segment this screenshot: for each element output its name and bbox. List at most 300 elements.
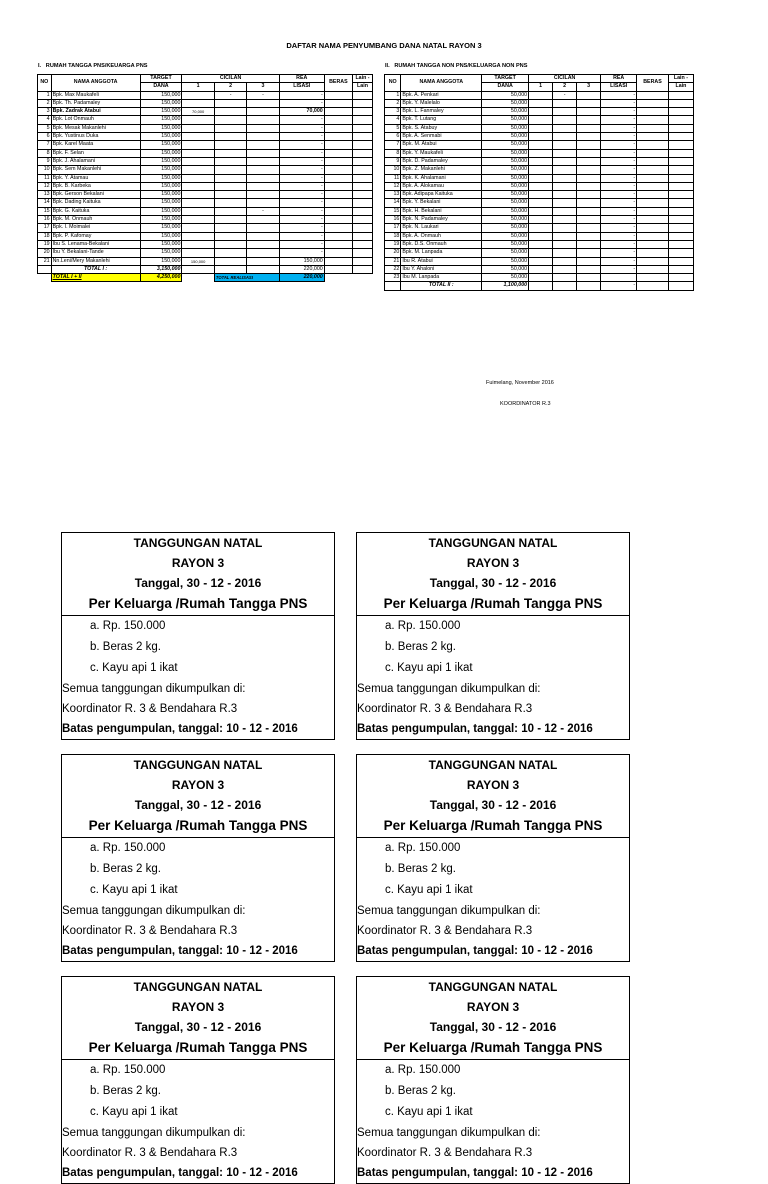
row-target: 50,000	[482, 108, 529, 116]
row-no: 23	[385, 274, 401, 282]
row-no: 17	[385, 224, 401, 232]
card-deadline: Batas pengumpulan, tanggal: 10 - 12 - 2016	[357, 723, 593, 735]
row-target: 150,000	[140, 133, 182, 141]
grand-total-label: TOTAL I + II	[51, 274, 140, 282]
row-realisasi	[601, 274, 637, 282]
row-name: Bpk. Zadrak Atabui	[51, 108, 140, 116]
col-no: NO	[38, 75, 52, 92]
row-target: 150,000	[140, 191, 182, 199]
col-c1: 1	[529, 83, 553, 91]
row-name: Bpk. Karel Maata	[51, 141, 140, 149]
row-realisasi: -	[601, 166, 637, 174]
row-cicilan-2	[553, 240, 577, 248]
col-target-2: DANA	[140, 83, 182, 91]
row-name: Bpk. A. Senmabi	[401, 133, 482, 141]
row-beras	[324, 199, 352, 207]
card-rayon: RAYON 3	[466, 778, 520, 792]
row-cicilan-2	[214, 232, 246, 240]
grand-realisasi-label: TOTAL REALISASI	[214, 274, 279, 282]
row-cicilan-3	[247, 199, 279, 207]
row-no: 16	[385, 216, 401, 224]
card-item-money: a. Rp. 150.000	[90, 842, 166, 854]
row-cicilan-3	[247, 149, 279, 157]
row-name: Bpk. Y. Malelalo	[401, 99, 482, 107]
row-realisasi: -	[601, 91, 637, 99]
row-name: Ibu R. Atabui	[401, 257, 482, 265]
row-target: 150,000	[140, 257, 182, 265]
row-cicilan-1	[182, 191, 214, 199]
row-cicilan-2	[553, 207, 577, 215]
card-rayon: RAYON 3	[171, 778, 225, 792]
row-no: 4	[385, 116, 401, 124]
row-cicilan-2	[214, 249, 246, 257]
card-rayon: RAYON 3	[171, 1000, 225, 1014]
row-beras	[637, 232, 669, 240]
row-lain	[668, 216, 693, 224]
row-cicilan-2	[214, 99, 246, 107]
row-no: 18	[385, 232, 401, 240]
tanggungan-card	[356, 754, 630, 962]
row-cicilan-2	[214, 108, 246, 116]
card-collect-text: Semua tanggungan dikumpulkan di:	[357, 683, 541, 695]
row-cicilan-3	[247, 249, 279, 257]
row-cicilan-2	[214, 124, 246, 132]
row-name: Ibu S. Lenama-Bekalani	[51, 240, 140, 248]
row-lain	[353, 166, 373, 174]
row-name: Nn.Leni/Mery Makanlehi	[51, 257, 140, 265]
table-row	[38, 149, 373, 157]
row-cicilan-2: -	[553, 91, 577, 99]
card-deadline: Batas pengumpulan, tanggal: 10 - 12 - 2016	[357, 945, 593, 957]
row-cicilan-3	[577, 257, 601, 265]
row-cicilan-2	[214, 199, 246, 207]
row-no: 6	[38, 133, 52, 141]
row-cicilan-1	[182, 224, 214, 232]
col-lain: Lain -	[668, 75, 693, 83]
row-cicilan-2	[553, 216, 577, 224]
row-target: 150,000	[140, 199, 182, 207]
row-no: 20	[385, 249, 401, 257]
tanggungan-card	[356, 532, 630, 740]
row-name: Bpk. Th. Padamaley	[51, 99, 140, 107]
row-realisasi: -	[601, 199, 637, 207]
row-target: 50,000	[482, 174, 529, 182]
row-no: 4	[38, 116, 52, 124]
card-item-money: a. Rp. 150.000	[90, 620, 166, 632]
row-cicilan-3	[577, 174, 601, 182]
row-target: 150,000	[140, 232, 182, 240]
card-item-money: a. Rp. 150.000	[385, 1064, 461, 1076]
tanggungan-card	[61, 754, 335, 962]
row-realisasi: -	[279, 182, 324, 190]
row-lain	[668, 224, 693, 232]
col-beras: BERAS	[324, 75, 352, 92]
table-row	[385, 116, 694, 124]
table-row	[38, 141, 373, 149]
table-row	[385, 257, 694, 265]
row-lain	[353, 199, 373, 207]
row-cicilan-3: -	[247, 91, 279, 99]
card-collect-text: Semua tanggungan dikumpulkan di:	[357, 905, 541, 917]
card-item-rice: b. Beras 2 kg.	[385, 1085, 456, 1097]
card-item-money: a. Rp. 150.000	[385, 842, 461, 854]
row-beras	[637, 274, 669, 282]
row-lain	[668, 124, 693, 132]
row-cicilan-3	[577, 166, 601, 174]
row-realisasi: -	[279, 199, 324, 207]
row-no: 19	[385, 240, 401, 248]
row-realisasi: -	[279, 133, 324, 141]
row-target: 50,000	[482, 141, 529, 149]
card-date: Tanggal, 30 - 12 - 2016	[429, 576, 557, 590]
table-row	[385, 182, 694, 190]
row-beras	[324, 191, 352, 199]
table-row	[38, 174, 373, 182]
row-beras	[324, 216, 352, 224]
card-item-rice: b. Beras 2 kg.	[90, 1085, 161, 1097]
row-name: Bpk. Z. Makanlehi	[401, 166, 482, 174]
row-realisasi: -	[601, 108, 637, 116]
row-cicilan-2	[553, 157, 577, 165]
section2-heading	[385, 63, 527, 69]
row-target: 50,000	[482, 133, 529, 141]
card-title: TANGGUNGAN NATAL	[133, 536, 263, 550]
row-no: 1	[385, 91, 401, 99]
row-target: 150,000	[140, 166, 182, 174]
row-name: Bpk. A. Alokamau	[401, 182, 482, 190]
row-lain	[353, 149, 373, 157]
row-cicilan-3	[577, 116, 601, 124]
row-beras	[637, 199, 669, 207]
row-cicilan-2	[553, 149, 577, 157]
row-cicilan-1	[182, 199, 214, 207]
row-no: 2	[385, 99, 401, 107]
row-cicilan-3	[247, 232, 279, 240]
row-name: Bpk. Max Maukafeli	[51, 91, 140, 99]
row-no: 8	[38, 149, 52, 157]
row-cicilan-1	[529, 182, 553, 190]
row-target: 50,000	[482, 207, 529, 215]
row-cicilan-3	[577, 232, 601, 240]
row-cicilan-1	[529, 274, 553, 282]
row-realisasi: 70,000	[279, 108, 324, 116]
section1-title: RUMAH TANGGA PNS/KEUARGA PNS	[45, 63, 148, 69]
card-collect-place: Koordinator R. 3 & Bendahara R.3	[62, 925, 238, 937]
row-no: 5	[38, 124, 52, 132]
row-beras	[637, 91, 669, 99]
row-beras	[324, 157, 352, 165]
row-realisasi: 150,000	[279, 257, 324, 265]
row-name: Ibu Y. Bekalani-Tande	[51, 249, 140, 257]
col-target: TARGET	[482, 75, 529, 83]
section1-table	[37, 74, 373, 282]
row-lain	[668, 116, 693, 124]
row-beras	[324, 124, 352, 132]
row-no: 9	[38, 157, 52, 165]
row-beras	[324, 166, 352, 174]
row-lain	[668, 240, 693, 248]
row-no: 11	[385, 174, 401, 182]
row-realisasi: -	[601, 124, 637, 132]
row-lain	[668, 232, 693, 240]
row-lain	[353, 133, 373, 141]
table-row	[385, 141, 694, 149]
row-lain	[353, 157, 373, 165]
row-name: Bpk. T. Lutang	[401, 116, 482, 124]
row-lain	[668, 191, 693, 199]
row-cicilan-2	[553, 133, 577, 141]
place-date: Fuimelang, November 2016	[486, 380, 554, 386]
table-row	[38, 249, 373, 257]
row-cicilan-2	[553, 199, 577, 207]
row-lain	[668, 257, 693, 265]
row-lain	[668, 91, 693, 99]
card-title: TANGGUNGAN NATAL	[428, 536, 558, 550]
row-beras	[324, 174, 352, 182]
row-name: Bpk. G. Kaituka	[51, 207, 140, 215]
row-beras	[324, 207, 352, 215]
row-cicilan-1	[182, 166, 214, 174]
card-deadline: Batas pengumpulan, tanggal: 10 - 12 - 2016	[62, 945, 298, 957]
col-lain-2: Lain	[668, 83, 693, 91]
row-cicilan-2	[553, 116, 577, 124]
row-cicilan-3	[577, 191, 601, 199]
row-beras	[324, 116, 352, 124]
table-row	[38, 124, 373, 132]
row-cicilan-3	[577, 199, 601, 207]
row-realisasi: -	[279, 99, 324, 107]
col-lain: Lain -	[353, 75, 373, 83]
row-cicilan-2	[214, 133, 246, 141]
row-cicilan-2	[214, 141, 246, 149]
row-lain	[668, 265, 693, 273]
row-realisasi: -	[601, 182, 637, 190]
table-row	[38, 207, 373, 215]
row-no: 12	[38, 182, 52, 190]
card-collect-place: Koordinator R. 3 & Bendahara R.3	[357, 703, 533, 715]
card-item-wood: c. Kayu api 1 ikat	[90, 884, 178, 896]
row-target: 150,000	[140, 149, 182, 157]
row-name: Bpk. Yustinus Duka	[51, 133, 140, 141]
row-cicilan-3	[247, 191, 279, 199]
row-name: Bpk. A. Onmauh	[401, 232, 482, 240]
row-target: 150,000	[140, 141, 182, 149]
row-cicilan-2	[214, 166, 246, 174]
col-beras: BERAS	[637, 75, 669, 92]
row-cicilan-2	[553, 191, 577, 199]
row-realisasi: -	[601, 265, 637, 273]
row-cicilan-3	[247, 166, 279, 174]
row-realisasi: -	[601, 174, 637, 182]
row-target: 150,000	[140, 108, 182, 116]
row-target: 50,000	[482, 274, 529, 282]
row-beras	[637, 240, 669, 248]
row-realisasi: -	[279, 149, 324, 157]
row-lain	[668, 99, 693, 107]
row-target: 150,000	[140, 116, 182, 124]
row-name: Bpk. A. Penkari	[401, 91, 482, 99]
row-cicilan-3	[577, 141, 601, 149]
row-target: 150,000	[140, 174, 182, 182]
row-lain	[353, 108, 373, 116]
row-realisasi: -	[601, 141, 637, 149]
col-nama: NAMA ANGGOTA	[401, 75, 482, 92]
row-beras	[637, 149, 669, 157]
row-target: 150,000	[140, 157, 182, 165]
row-target: 150,000	[140, 224, 182, 232]
row-beras	[324, 141, 352, 149]
card-rayon: RAYON 3	[466, 556, 520, 570]
row-name: Bpk. Adipapa Kaituka	[401, 191, 482, 199]
total-1-rea: 220,000	[279, 265, 324, 273]
row-cicilan-2	[214, 157, 246, 165]
row-realisasi: -	[279, 124, 324, 132]
row-name: Bpk. N. Padamaley	[401, 216, 482, 224]
row-name: Bpk. M. Onmauh	[51, 216, 140, 224]
row-cicilan-3	[247, 99, 279, 107]
row-cicilan-1	[182, 249, 214, 257]
row-cicilan-3	[577, 157, 601, 165]
row-cicilan-2	[553, 265, 577, 273]
row-no: 9	[385, 157, 401, 165]
row-name: Bpk. L. Fanmaley	[401, 108, 482, 116]
row-realisasi: -	[279, 174, 324, 182]
row-beras	[324, 224, 352, 232]
row-cicilan-1	[182, 182, 214, 190]
section2-table	[384, 74, 694, 291]
row-no: 2	[38, 99, 52, 107]
row-cicilan-1	[529, 108, 553, 116]
table-row	[38, 108, 373, 116]
row-beras	[637, 257, 669, 265]
card-rayon: RAYON 3	[171, 556, 225, 570]
row-realisasi: -	[601, 191, 637, 199]
row-target: 50,000	[482, 224, 529, 232]
document-title: DAFTAR NAMA PENYUMBANG DANA NATAL RAYON 3	[286, 41, 482, 50]
row-cicilan-3	[577, 133, 601, 141]
table-row	[385, 274, 694, 282]
row-name: Bpk. H. Bekalani	[401, 207, 482, 215]
table-row	[385, 133, 694, 141]
row-beras	[637, 182, 669, 190]
row-name: Bpk. S. Atabuy	[401, 124, 482, 132]
row-target: 150,000	[140, 99, 182, 107]
row-cicilan-2	[553, 108, 577, 116]
card-rayon: RAYON 3	[466, 1000, 520, 1014]
card-deadline: Batas pengumpulan, tanggal: 10 - 12 - 2016	[62, 1167, 298, 1179]
row-target: 150,000	[140, 240, 182, 248]
row-lain	[668, 207, 693, 215]
card-category: Per Keluarga /Rumah Tangga PNS	[88, 596, 308, 611]
row-realisasi: -	[279, 216, 324, 224]
card-item-rice: b. Beras 2 kg.	[90, 863, 161, 875]
row-cicilan-2	[214, 116, 246, 124]
row-cicilan-3	[247, 141, 279, 149]
row-name: Bpk. Lot Onmauh	[51, 116, 140, 124]
row-no: 15	[38, 207, 52, 215]
row-no: 3	[38, 108, 52, 116]
row-realisasi: -	[279, 157, 324, 165]
row-cicilan-2: -	[214, 91, 246, 99]
row-name: Ibu Y. Ahaloni	[401, 265, 482, 273]
row-cicilan-1	[182, 216, 214, 224]
card-collect-text: Semua tanggungan dikumpulkan di:	[62, 1127, 246, 1139]
row-lain	[668, 182, 693, 190]
row-lain	[353, 240, 373, 248]
card-item-wood: c. Kayu api 1 ikat	[90, 662, 178, 674]
row-no: 3	[385, 108, 401, 116]
card-collect-place: Koordinator R. 3 & Bendahara R.3	[357, 925, 533, 937]
card-title: TANGGUNGAN NATAL	[428, 758, 558, 772]
table-row	[38, 240, 373, 248]
row-no: 17	[38, 224, 52, 232]
row-cicilan-2	[553, 141, 577, 149]
card-item-wood: c. Kayu api 1 ikat	[385, 884, 473, 896]
row-realisasi: -	[279, 91, 324, 99]
row-lain	[668, 108, 693, 116]
row-beras	[637, 191, 669, 199]
row-beras	[324, 249, 352, 257]
row-no: 7	[385, 141, 401, 149]
table-row	[38, 182, 373, 190]
row-lain	[353, 216, 373, 224]
col-rea-2: LISASI	[279, 83, 324, 91]
row-beras	[324, 149, 352, 157]
table-row	[385, 99, 694, 107]
total-2-target: 1,100,000	[482, 282, 529, 290]
row-name: Bpk. M. Atabui	[401, 141, 482, 149]
row-lain	[353, 116, 373, 124]
row-realisasi: -	[601, 149, 637, 157]
card-deadline: Batas pengumpulan, tanggal: 10 - 12 - 2016	[62, 723, 298, 735]
row-no: 15	[385, 207, 401, 215]
card-collect-place: Koordinator R. 3 & Bendahara R.3	[62, 703, 238, 715]
tanggungan-card	[61, 532, 335, 740]
row-lain	[353, 182, 373, 190]
row-lain	[353, 141, 373, 149]
row-cicilan-1	[529, 265, 553, 273]
row-cicilan-3	[577, 124, 601, 132]
row-name: Bpk. Mesak Makanlehi	[51, 124, 140, 132]
row-no: 21	[385, 257, 401, 265]
card-category: Per Keluarga /Rumah Tangga PNS	[383, 1040, 603, 1055]
table-row	[385, 166, 694, 174]
row-realisasi: -	[601, 207, 637, 215]
card-item-wood: c. Kayu api 1 ikat	[385, 662, 473, 674]
card-item-money: a. Rp. 150.000	[385, 620, 461, 632]
col-nama: NAMA ANGGOTA	[51, 75, 140, 92]
card-category: Per Keluarga /Rumah Tangga PNS	[88, 818, 308, 833]
row-no: 13	[38, 191, 52, 199]
row-lain	[353, 232, 373, 240]
row-name: Bpk. N. Laukari	[401, 224, 482, 232]
row-no: 7	[38, 141, 52, 149]
row-lain	[668, 133, 693, 141]
row-realisasi: -	[601, 224, 637, 232]
row-cicilan-2	[214, 191, 246, 199]
col-rea-2: LISASI	[601, 83, 637, 91]
row-no: 18	[38, 232, 52, 240]
row-name: Bpk. I. Moimalei	[51, 224, 140, 232]
row-lain	[353, 257, 373, 265]
row-cicilan-3	[247, 157, 279, 165]
row-realisasi: -	[601, 133, 637, 141]
row-name: Bpk. P. Kafomay	[51, 232, 140, 240]
row-target: 50,000	[482, 232, 529, 240]
row-beras	[324, 133, 352, 141]
row-name: Bpk. D. Padamaley	[401, 157, 482, 165]
card-category: Per Keluarga /Rumah Tangga PNS	[383, 596, 603, 611]
